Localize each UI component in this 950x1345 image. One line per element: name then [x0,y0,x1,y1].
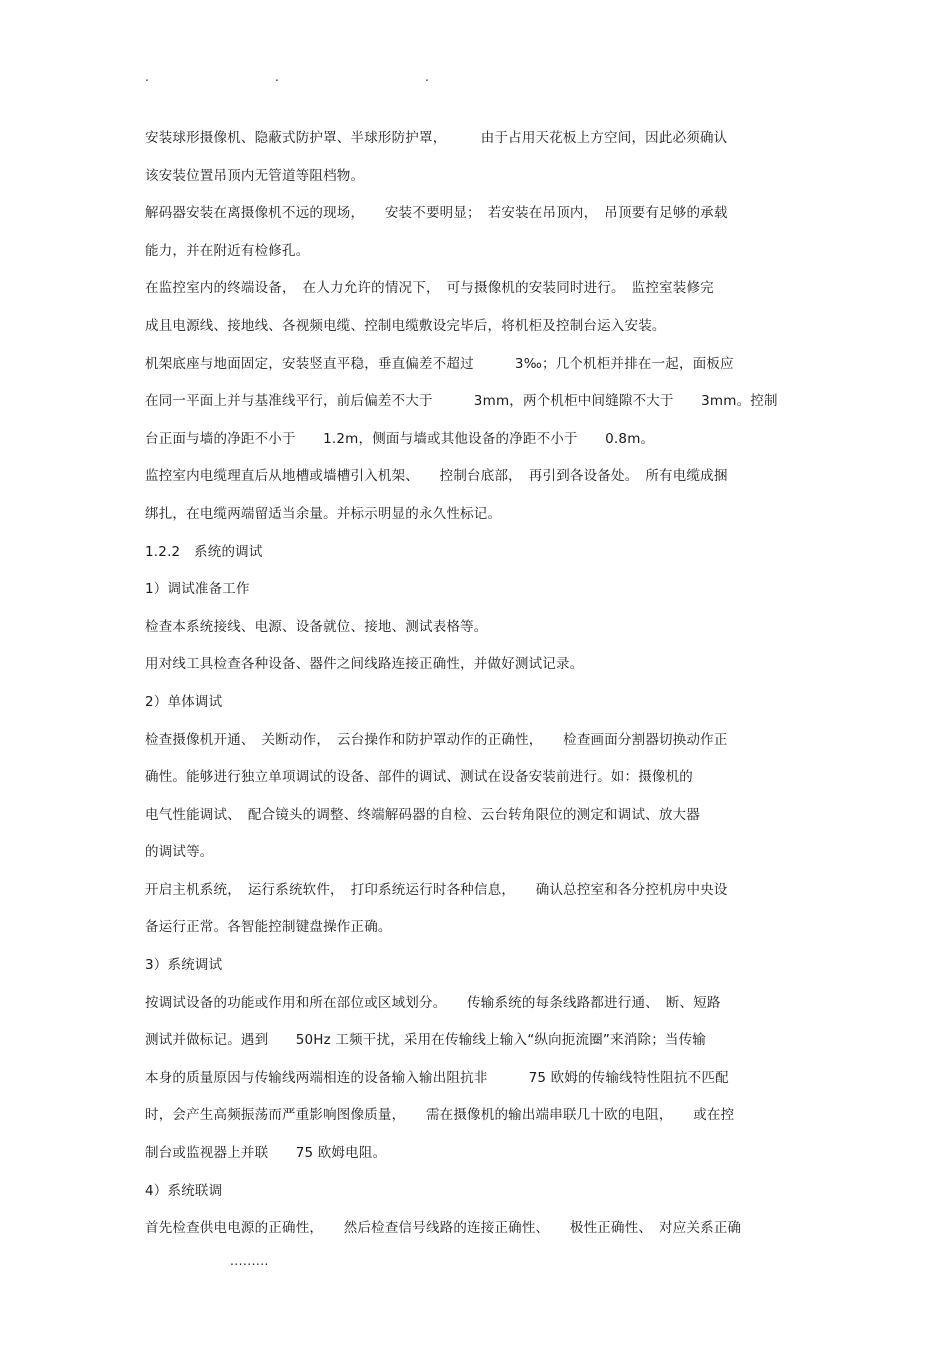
text-line: 的调试等。 [145,844,214,861]
text-line: 监控室内电缆理直后从地槽或墙槽引入机架、 控制台底部， 再引到各设备处。 所有电缆成捆 [145,468,728,485]
header-dot: . [145,70,149,84]
text-line: 用对线工具检查各种设备、器件之间线路连接正确性，并做好测试记录。 [145,656,584,673]
header-dot: . [275,70,279,84]
text-line: 在监控室内的终端设备， 在人力允许的情况下， 可与摄像机的安装同时进行。 监控室装修完 [145,280,714,297]
text-line: 解码器安装在离摄像机不远的现场， 安装不要明显； 若安装在吊顶内， 吊顶要有足够的承载 [145,205,728,222]
text-line: 能力，并在附近有检修孔。 [145,242,310,259]
text-line: 4）系统联调 [145,1182,223,1199]
text-line: 时，会产生高频振荡而严重影响图像质量， 需在摄像机的输出端串联几十欧的电阻， 或在控 [145,1107,735,1124]
document-body [145,120,815,1248]
text-line: 1.2.2 系统的调试 [145,543,263,560]
text-line: 制台或监视器上并联 75 欧姆电阻。 [145,1145,387,1162]
text-line: 机架底座与地面固定，安装竖直平稳，垂直偏差不超过 3‰；几个机柜并排在一起，面板应 [145,355,734,372]
text-line: 本身的质量原因与传输线两端相连的设备输入输出阻抗非 75 欧姆的传输线特性阻抗不匹配 [145,1069,729,1086]
text-line: 该安装位置吊顶内无管道等阻档物。 [145,167,365,184]
text-line: 绑扎，在电缆两端留适当余量。并标示明显的永久性标记。 [145,505,502,522]
text-line: 台正面与墙的净距不小于 1.2m，侧面与墙或其他设备的净距不小于 0.8m。 [145,430,655,447]
header-dots [0,70,950,86]
text-line: 检查摄像机开通、 关断动作， 云台操作和防护罩动作的正确性， 检查画面分割器切换动作正 [145,731,728,748]
text-line: 确性。能够进行独立单项调试的设备、部件的调试、测试在设备安装前进行。如：摄像机的 [145,769,693,786]
text-line: 成且电源线、接地线、各视频电缆、控制电缆敷设完毕后，将机柜及控制台运入安装。 [145,317,666,334]
footer-ellipsis: ......... [230,1254,269,1268]
text-line: 2）单体调试 [145,693,223,710]
text-line: 在同一平面上并与基准线平行，前后偏差不大于 3mm，两个机柜中间缝隙不大于 3mm。控制 [145,393,778,410]
text-line: 检查本系统接线、电源、设备就位、接地、测试表格等。 [145,618,488,635]
text-line: 按调试设备的功能或作用和所在部位或区域划分。 传输系统的每条线路都进行通、 断、短路 [145,994,721,1011]
text-line: 首先检查供电电源的正确性， 然后检查信号线路的连接正确性、 极性正确性、 对应关系正确 [145,1220,742,1237]
text-line: 备运行正常。各智能控制键盘操作正确。 [145,919,392,936]
text-line: 开启主机系统， 运行系统软件， 打印系统运行时各种信息， 确认总控室和各分控机房中央设 [145,881,728,898]
text-line: 安装球形摄像机、隐蔽式防护罩、半球形防护罩， 由于占用天花板上方空间，因此必须确认 [145,130,728,146]
text-line: 测试并做标记。遇到 50Hz 工频干扰，采用在传输线上输入“纵向扼流圈”来消除；当传输 [145,1032,706,1049]
text-line: 电气性能调试、 配合镜头的调整、终端解码器的自检、云台转角限位的测定和调试、放大器 [145,806,700,823]
text-line: 1）调试准备工作 [145,581,250,598]
text-line: 3）系统调试 [145,957,223,974]
header-dot: . [425,70,429,84]
